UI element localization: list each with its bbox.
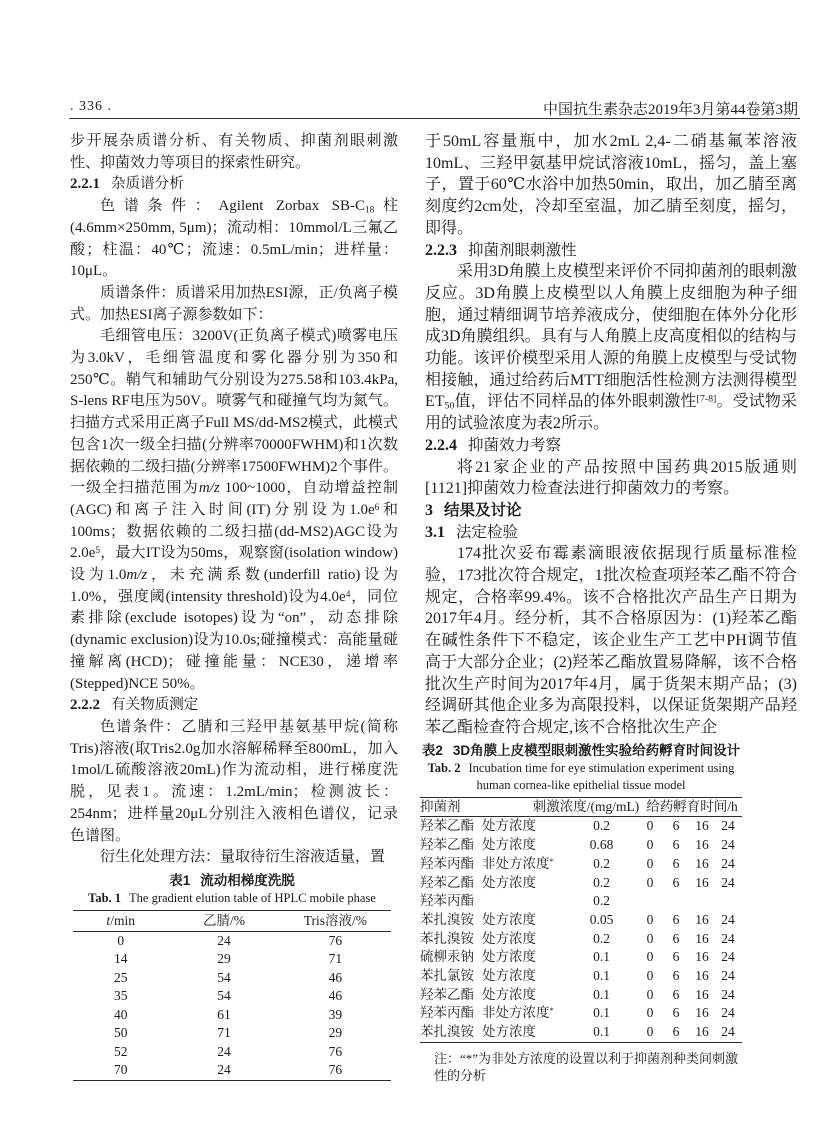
- section-number: 3.1: [425, 523, 445, 541]
- table1-cell: 50: [113, 1025, 128, 1041]
- paragraph: [70, 326, 398, 695]
- table2-time-cell: 6: [672, 949, 680, 965]
- table1-row: [73, 969, 391, 988]
- table2-time-cell: 16: [695, 967, 709, 983]
- table2-time-cell: 6: [672, 818, 680, 834]
- table2-time-cell: 6: [672, 986, 680, 1002]
- table1-cell: 24: [217, 932, 231, 948]
- table2-agent-cell: 苯扎氯铵: [420, 967, 474, 983]
- table1-header-row: [73, 911, 391, 932]
- table1-row: [73, 1043, 391, 1062]
- table1-cell: 61: [217, 1006, 231, 1022]
- section-title: 有关物质测定: [111, 697, 199, 714]
- table2-time-cell: 0: [646, 986, 654, 1002]
- table2-time-cell: 24: [721, 949, 735, 965]
- section-title: 法定检验: [456, 523, 519, 541]
- paragraph: [425, 131, 797, 240]
- table2-row: [420, 930, 742, 949]
- section-heading: [425, 522, 797, 544]
- table2-caption-en-line2: human cornea-like epithelial tissue model: [476, 777, 686, 792]
- table2-time-cell: 6: [672, 1005, 680, 1021]
- table2-time-cell: 16: [695, 986, 709, 1002]
- text-run: 柱(4.6mm×250mm, 5μm)；流动相：10mmol/L三氟乙酸；柱温：40℃；流速：0.5mL/min；进样量：10μL。: [70, 198, 398, 280]
- table1-row: [73, 1024, 391, 1043]
- table1-cell: 0: [117, 932, 125, 948]
- table2-time-cell: 6: [672, 874, 680, 890]
- table2-time-cell: 24: [721, 818, 735, 834]
- section-heading: [425, 500, 797, 522]
- table2-time-cell: 0: [646, 837, 654, 853]
- table2-caption-zh-label: 表2: [421, 742, 443, 758]
- table2-concentration-cell: 0.1: [593, 949, 610, 965]
- table2-time-cell: 0: [646, 967, 654, 983]
- section-number: 3: [425, 501, 433, 519]
- table2-header-agent: 抑菌剂: [420, 798, 461, 814]
- table2-time-cell: 16: [695, 855, 709, 871]
- table2-concentration-cell: 0.05: [589, 911, 614, 927]
- table2-agent-cell: 羟苯乙酯: [420, 986, 474, 1002]
- sup-text: 6: [374, 502, 380, 513]
- table2-grid: [420, 797, 742, 1043]
- table2-time-cell: 16: [695, 930, 709, 946]
- table2-header-concentration: 刺激浓度/(mg/mL): [532, 798, 640, 814]
- text-run: ，最大IT设为50ms，观察窗(isolation window)设为1.0: [70, 545, 398, 584]
- section-number: 2.2.1: [70, 176, 100, 193]
- table2-time-cell: 24: [721, 874, 735, 890]
- text-run: 衍生化处理方法：量取待衍生溶液适量，置: [100, 849, 386, 866]
- table2-row: [420, 948, 742, 967]
- text-run: 将21家企业的产品按照中国药典2015版通则[1121]抑菌效力检查法进行抑菌效力的考察。: [425, 458, 797, 498]
- table1-header-cell: t/min: [106, 912, 135, 928]
- table2-grade-cell: 处方浓度: [482, 949, 536, 965]
- table2-time-cell: 16: [695, 874, 709, 890]
- text-run: ，同位素排除(exclude isotopes)设为“on”，动态排除(dynamic exclusion)设为10.0s;碰撞模式：高能量碰撞解离(HCD)；碰撞能量：NCE30，递增率(Stepped)NCE 50%。: [70, 588, 398, 692]
- table2-row: [420, 967, 742, 986]
- table1-caption-en: [73, 890, 391, 907]
- table2-time-cell: 16: [695, 949, 709, 965]
- paragraph: [70, 717, 398, 847]
- table2-time-cell: 16: [695, 1005, 709, 1021]
- table2-row: [420, 855, 742, 874]
- table1-grid: [73, 910, 391, 1081]
- table2-time-cell: 6: [672, 911, 680, 927]
- text-run: ，未充满系数(underfill ratio)设为1.0%，强度阈(intensity threshold)设为4.0e: [70, 567, 398, 605]
- text-run: 采用3D角膜上皮模型来评价不同抑菌剂的眼刺激反应。3D角膜上皮模型以人角膜上皮细胞为种子细胞，通过精细调节培养液成分，使细胞在体外分化形成3D角膜组织。具有与人角膜上皮高度相似的结构与功能。该评价模型采用人源的角膜上皮模型与受试物相接触，通过给药后MTT细胞活性检测方法测得模型ET: [425, 263, 797, 411]
- table2-row: [420, 817, 742, 836]
- table1-row: [73, 932, 391, 951]
- paragraph: [425, 261, 797, 435]
- table1-cell: 24: [217, 1062, 231, 1078]
- table1-cell: 29: [328, 1025, 343, 1041]
- i-text: m/z: [126, 567, 148, 584]
- table2-footnote: 注：“*”为非处方浓度的设置以利于抑菌剂种类间刺激性的分析: [434, 1050, 739, 1083]
- table2-row: [420, 836, 742, 855]
- table2-time-cell: 0: [646, 911, 654, 927]
- table2-time-cell: 16: [695, 911, 709, 927]
- table2-agent-cell: 硫柳汞钠: [420, 949, 474, 965]
- table1-cell: 46: [328, 969, 343, 985]
- table2-grade-cell: 处方浓度: [482, 1024, 536, 1040]
- table2-caption-en: [420, 760, 742, 777]
- table2-time-cell: 0: [646, 949, 654, 965]
- table2-concentration-cell: 0.1: [593, 986, 610, 1002]
- sup-text: 4: [345, 589, 351, 600]
- table2-time-cell: 0: [646, 1005, 654, 1021]
- text-run: 色谱条件：Agilent Zorbax SB-C: [100, 198, 365, 215]
- table2-caption-zh-title: 3D角膜上皮模型眼刺激性实验给药孵育时间设计: [452, 742, 741, 758]
- table2-time-cell: 24: [721, 911, 735, 927]
- table2-grade-cell: 处方浓度: [482, 911, 536, 927]
- table1-cell: 25: [113, 969, 128, 985]
- table2-time-cell: 24: [721, 930, 735, 946]
- text-run: 步开展杂质谱分析、有关物质、抑菌剂眼刺激性、抑菌效力等项目的探索性研究。: [70, 133, 398, 171]
- table2-grade-cell: 处方浓度: [482, 930, 536, 946]
- text-run: 毛细管电压：3200V(正负离子模式)喷雾电压为3.0kV，毛细管温度和雾化器分别为350和250℃。鞘气和辅助气分别设为275.58和103.4kPa, S-lens RF电压为50V。喷雾气和碰撞气均为氮气。扫描方式采用正离子Full MS/dd-MS2模式，此模式包含1次一级全扫描(分辨率70000FWHM)和1次数据依赖的二级扫描(分辨率17500FWHM)2个事件。一级全扫描范围为: [70, 328, 398, 497]
- table1-cell: 71: [217, 1025, 231, 1041]
- table2-caption-en-line1: Incubation time for eye stimulation experiment using: [468, 760, 735, 775]
- table2-concentration-cell: 0.2: [593, 818, 610, 834]
- text-run: 值，评估不同样品的体外眼刺激性: [454, 393, 697, 411]
- table1-cell: 71: [328, 951, 343, 967]
- table2-time-cell: 0: [646, 874, 654, 890]
- table2-concentration-cell: 0.2: [593, 930, 610, 946]
- table2-concentration-cell: 0.1: [593, 967, 610, 983]
- text-run: 和100ms；数据依赖的二级扫描(dd-MS2)AGC设为2.0e: [70, 501, 398, 562]
- table1-cell: 14: [113, 951, 128, 967]
- table1-row: [73, 950, 391, 969]
- table1-cell: 24: [217, 1043, 231, 1059]
- table2-caption-zh: [420, 741, 742, 760]
- table2-row: [420, 873, 742, 892]
- table2-grade-cell: 处方浓度: [482, 967, 536, 983]
- text-run: 100~1000，自动增益控制(AGC)和离子注入时间(IT)分别设为1.0e: [70, 480, 398, 518]
- table1-caption-zh-title: 流动相梯度洗脱: [200, 872, 295, 888]
- table1-header-cell: 乙腈/%: [203, 912, 246, 928]
- text-run: 于50mL容量瓶中，加水2mL 2,4-二硝基氟苯溶液10mL、三羟甲氨基甲烷试溶液10mL，摇匀，盖上塞子，置于60℃水浴中加热50min，取出，加乙腈至离刻度约2cm处，冷却至室温，加乙腈至刻度，摇匀，即得。: [425, 133, 797, 237]
- table2-time-cell: 6: [672, 855, 680, 871]
- table2-time-cell: 24: [721, 967, 735, 983]
- sub-text: 50: [444, 400, 455, 412]
- table2-caption-en2: [420, 777, 742, 794]
- section-number: 2.2.2: [70, 697, 100, 714]
- text-run: 色谱条件：乙腈和三羟甲基氨基甲烷(简称Tris)溶液(取Tris2.0g加水溶解稀释至800mL，加入1mol/L硫酸溶液20mL)作为流动相，进行梯度洗脱，见表1。流速：1.2mL/min；检测波长：254nm；进样量20μL分别注入液相色谱仪，记录色谱图。: [70, 718, 398, 844]
- right-column-text: [425, 131, 797, 739]
- table1-row: [73, 1061, 391, 1080]
- table2-grade-cell: 处方浓度: [482, 818, 536, 834]
- table2-rows: [420, 817, 742, 1041]
- table2-agent-cell: 苯扎溴铵: [420, 1024, 474, 1040]
- table1-header-cell: Tris溶液/%: [303, 912, 367, 928]
- header-rule: [69, 118, 800, 119]
- table1-cell: 54: [217, 988, 231, 1004]
- table2-grade-cell: 非处方浓度*: [482, 1005, 554, 1021]
- section-title: 抑菌效力考察: [468, 436, 562, 454]
- table2-concentration-cell: 0.1: [593, 1024, 610, 1040]
- table2-grade-cell: 处方浓度: [482, 986, 536, 1002]
- table1-cell: 35: [113, 988, 128, 1004]
- table1-caption-zh: [73, 871, 391, 890]
- table2-agent-cell: 羟苯丙酯: [420, 855, 474, 871]
- table2-time-cell: 6: [672, 967, 680, 983]
- table2-row: [420, 1004, 742, 1023]
- table2-caption-en-label: Tab. 2: [427, 760, 461, 775]
- table1-cell: 39: [328, 1006, 343, 1022]
- table1-cell: 76: [328, 1043, 343, 1059]
- table2-concentration-cell: 0.2: [593, 893, 610, 909]
- table1-row: [73, 1006, 391, 1025]
- table2-time-cell: 24: [721, 986, 735, 1002]
- table1-cell: 52: [113, 1043, 128, 1059]
- section-heading: [425, 240, 797, 262]
- table2-row: [420, 911, 742, 930]
- table2-time-cell: 0: [646, 818, 654, 834]
- table2-grade-cell: 非处方浓度*: [482, 855, 554, 871]
- table2-grade-cell: 处方浓度: [482, 837, 536, 853]
- asterisk-marker: *: [549, 857, 554, 867]
- paragraph: [70, 283, 398, 326]
- section-title: 抑菌剂眼刺激性: [468, 241, 577, 259]
- paragraph: [70, 847, 398, 869]
- table2-time-cell: 0: [646, 1024, 654, 1040]
- table2-agent-cell: 羟苯乙酯: [420, 874, 474, 890]
- right-column: [420, 131, 797, 1084]
- table1-row: [73, 987, 391, 1006]
- table1-cell: 54: [217, 969, 231, 985]
- table2-row: [420, 1023, 742, 1042]
- table2-time-cell: 24: [721, 855, 735, 871]
- left-column-text: [70, 131, 398, 869]
- table2-time-cell: 24: [721, 837, 735, 853]
- table1-cell: 76: [328, 932, 343, 948]
- table2-concentration-cell: 0.2: [593, 855, 610, 871]
- table1-caption-en-text: The gradient elution table of HPLC mobile phase: [129, 890, 376, 905]
- table2-agent-cell: 苯扎溴铵: [420, 911, 474, 927]
- left-column: [70, 131, 398, 1081]
- section-heading: [70, 174, 398, 196]
- section-heading: [70, 695, 398, 717]
- table-1: [73, 871, 391, 1081]
- table2-concentration-cell: 0.68: [589, 837, 614, 853]
- table1-cell: 46: [328, 988, 343, 1004]
- sup-text: [7-8]: [696, 393, 717, 405]
- paragraph: [425, 457, 797, 500]
- text-run: 174批次妥布霉素滴眼液依据现行质量标准检验，173批次符合规定，1批次检查项羟苯乙酯不符合规定，合格率99.4%。该不合格批次产品生产日期为2017年4月。经分析，其不合格原因为：(1)羟苯乙酯在碱性条件下不稳定，该企业生产工艺中PH调节值高于大部分企业；(2)羟苯乙酯放置易降解，该不合格批次生产时间为2017年4月，属于货架末期产品；(3)经调研其他企业多为高限投料，以保证货架期产品羟苯乙酯检查符合规定,该不合格批次生产企: [425, 545, 797, 736]
- table2-row: [420, 986, 742, 1005]
- sub-text: 18: [365, 205, 375, 216]
- table2-header-row: [420, 798, 742, 818]
- section-number: 2.2.3: [425, 241, 457, 259]
- table2-time-cell: 16: [695, 837, 709, 853]
- section-heading: [425, 435, 797, 457]
- table1-cell: 29: [217, 951, 231, 967]
- table2-time-cell: 6: [672, 1024, 680, 1040]
- paragraph: [425, 543, 797, 738]
- sup-text: 5: [95, 546, 101, 557]
- table2-time-cell: 24: [721, 1024, 735, 1040]
- table1-caption-en-label: Tab. 1: [88, 890, 122, 905]
- i-text: m/z: [198, 480, 220, 497]
- table2-time-cell: 24: [721, 1005, 735, 1021]
- table2-agent-cell: 苯扎溴铵: [420, 930, 474, 946]
- table1-caption-zh-label: 表1: [169, 872, 191, 888]
- paragraph: [70, 131, 398, 174]
- table2-time-cell: 6: [672, 837, 680, 853]
- asterisk-marker: *: [549, 1006, 554, 1016]
- table1-cell: 76: [328, 1062, 343, 1078]
- table2-agent-cell: 羟苯丙酯: [420, 1005, 474, 1021]
- table2-concentration-cell: 0.2: [593, 874, 610, 890]
- journal-citation: 中国抗生素杂志2019年3月第44卷第3期: [542, 102, 798, 118]
- table2-agent-cell: 羟苯丙酯: [420, 893, 474, 909]
- italic-text: t: [106, 912, 111, 928]
- table2-concentration-cell: 0.1: [593, 1005, 610, 1021]
- table2-row: [420, 892, 742, 911]
- text-run: 质谱条件：质谱采用加热ESI源，正/负离子模式。加热ESI离子源参数如下：: [70, 284, 398, 323]
- text-run: 。受试物采用的试验浓度为表2所示。: [425, 393, 797, 433]
- table1-cell: 40: [113, 1006, 128, 1022]
- table2-time-cell: 6: [672, 930, 680, 946]
- table2-time-cell: 0: [646, 855, 654, 871]
- table2-agent-cell: 羟苯乙酯: [420, 818, 474, 834]
- table2-agent-cell: 羟苯乙酯: [420, 837, 474, 853]
- section-number: 2.2.4: [425, 436, 457, 454]
- section-title: 结果及讨论: [444, 501, 522, 519]
- table2-header-incubation-time: 给药孵育时间/h: [646, 798, 738, 814]
- paragraph: [70, 196, 398, 283]
- section-title: 杂质谱分析: [111, 176, 184, 193]
- table2-time-cell: 0: [646, 930, 654, 946]
- table2-time-cell: 16: [695, 818, 709, 834]
- table2-time-cell: 16: [695, 1024, 709, 1040]
- table2-grade-cell: 处方浓度: [482, 874, 536, 890]
- table1-cell: 70: [113, 1062, 128, 1078]
- table-2: [420, 741, 742, 1084]
- page-number: . 336 .: [70, 99, 112, 114]
